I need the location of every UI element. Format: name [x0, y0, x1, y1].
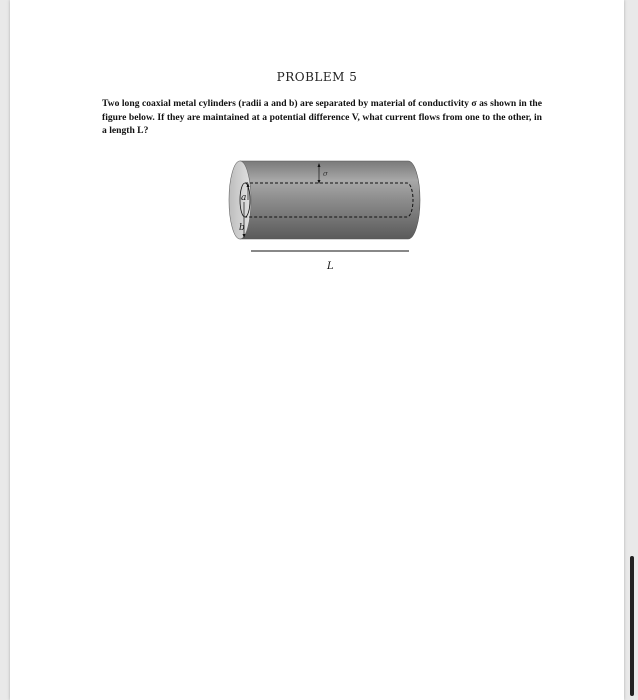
sigma-label: σ: [323, 170, 328, 178]
document-page: [10, 0, 624, 700]
coaxial-cylinder-figure: [215, 158, 435, 278]
radius-b-label: b: [239, 223, 245, 233]
outer-cylinder-body: [240, 161, 420, 239]
vertical-scrollbar[interactable]: [630, 556, 634, 696]
problem-heading: PROBLEM 5: [276, 70, 358, 84]
length-label: L: [327, 261, 334, 272]
problem-statement: Two long coaxial metal cylinders (radii a and b) are separated by material of conductivity σ as shown in the figure below. If they are maintained at a potential difference V, what current flows from one to the other, in a length L?: [102, 98, 542, 136]
radius-a-label: a: [241, 193, 247, 203]
